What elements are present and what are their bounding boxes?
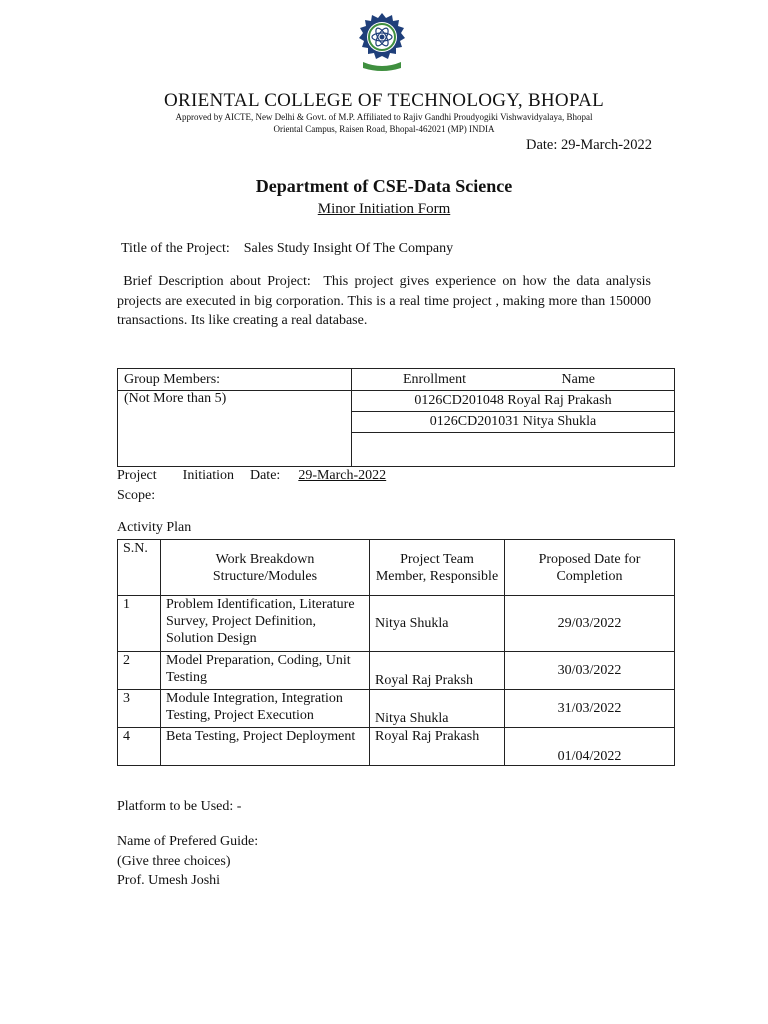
description-label: Brief Description about Project: <box>123 274 311 289</box>
header-date: Proposed Date for Completion <box>505 540 675 596</box>
row-work: Module Integration, Integration Testing, Project Execution <box>161 690 370 728</box>
row-member: Nitya Shukla <box>370 596 505 652</box>
project-initiation-row <box>117 468 387 484</box>
member-row: 0126CD201031 Nitya Shukla <box>352 412 675 433</box>
project-title-value: Sales Study Insight Of The Company <box>243 241 454 256</box>
form-date: Date: 29-March-2022 <box>526 137 653 153</box>
row-work: Model Preparation, Coding, Unit Testing <box>161 652 370 690</box>
guide-section <box>117 832 258 891</box>
guide-label: Name of Prefered Guide: <box>117 834 259 849</box>
header-member: Project Team Member, Responsible <box>370 540 505 596</box>
row-sn: 4 <box>118 728 161 766</box>
row-sn: 2 <box>118 652 161 690</box>
form-name <box>0 201 768 218</box>
row-work: Problem Identification, Literature Survey, Project Definition, Solution Design <box>161 596 370 652</box>
platform-label: Platform to be Used: - <box>117 799 242 814</box>
group-members-label: Group Members: <box>118 369 352 391</box>
row-member: Royal Raj Praksh <box>370 652 505 690</box>
description-text: This project gives experience on how the data analysis projects are executed in big corporation. This is a real time project , making more than 150000 transactions. Its like creating a real database. <box>117 274 652 328</box>
row-sn: 1 <box>118 596 161 652</box>
activity-plan-table <box>117 539 675 766</box>
name-header: Name <box>561 371 595 387</box>
row-date: 01/04/2022 <box>505 728 675 766</box>
row-date: 30/03/2022 <box>505 652 675 690</box>
group-members-table <box>117 368 675 467</box>
form-name-text: Minor Initiation Form <box>317 201 451 217</box>
row-work: Beta Testing, Project Deployment <box>161 728 370 766</box>
enrollment-header: Enrollment <box>403 371 466 387</box>
project-description <box>117 272 651 331</box>
scope-label: Scope: <box>117 488 156 503</box>
activity-plan-label: Activity Plan <box>117 520 192 535</box>
group-members-note: (Not More than 5) <box>118 391 352 467</box>
header-work: Work Breakdown Structure/Modules <box>161 540 370 596</box>
member-row <box>352 433 675 467</box>
approval-line: Approved by AICTE, New Delhi & Govt. of M.P. Affiliated to Rajiv Gandhi Proudyogiki Vishwavidyalaya, Bhopal <box>175 112 593 122</box>
college-name: ORIENTAL COLLEGE OF TECHNOLOGY, BHOPAL <box>163 90 605 111</box>
row-member: Royal Raj Prakash <box>370 728 505 766</box>
project-title-row <box>121 241 453 257</box>
initiation-label-2: Initiation <box>182 468 234 483</box>
row-date: 31/03/2022 <box>505 690 675 728</box>
enrollment-name-header <box>352 369 675 391</box>
row-sn: 3 <box>118 690 161 728</box>
row-date: 29/03/2022 <box>505 596 675 652</box>
initiation-label-3: Date: <box>249 468 281 483</box>
address-line: Oriental Campus, Raisen Road, Bhopal-462021 (MP) INDIA <box>273 124 495 134</box>
member-row: 0126CD201048 Royal Raj Prakash <box>352 391 675 412</box>
row-member: Nitya Shukla <box>370 690 505 728</box>
department-title: Department of CSE-Data Science <box>255 176 513 196</box>
guide-name: Prof. Umesh Joshi <box>117 873 221 888</box>
initiation-date: 29-March-2022 <box>298 468 387 483</box>
initiation-label-1: Project <box>117 468 157 483</box>
guide-note: (Give three choices) <box>117 853 231 869</box>
college-logo <box>357 12 407 74</box>
header-sn: S.N. <box>118 540 161 596</box>
project-title-label: Title of the Project: <box>121 241 230 256</box>
